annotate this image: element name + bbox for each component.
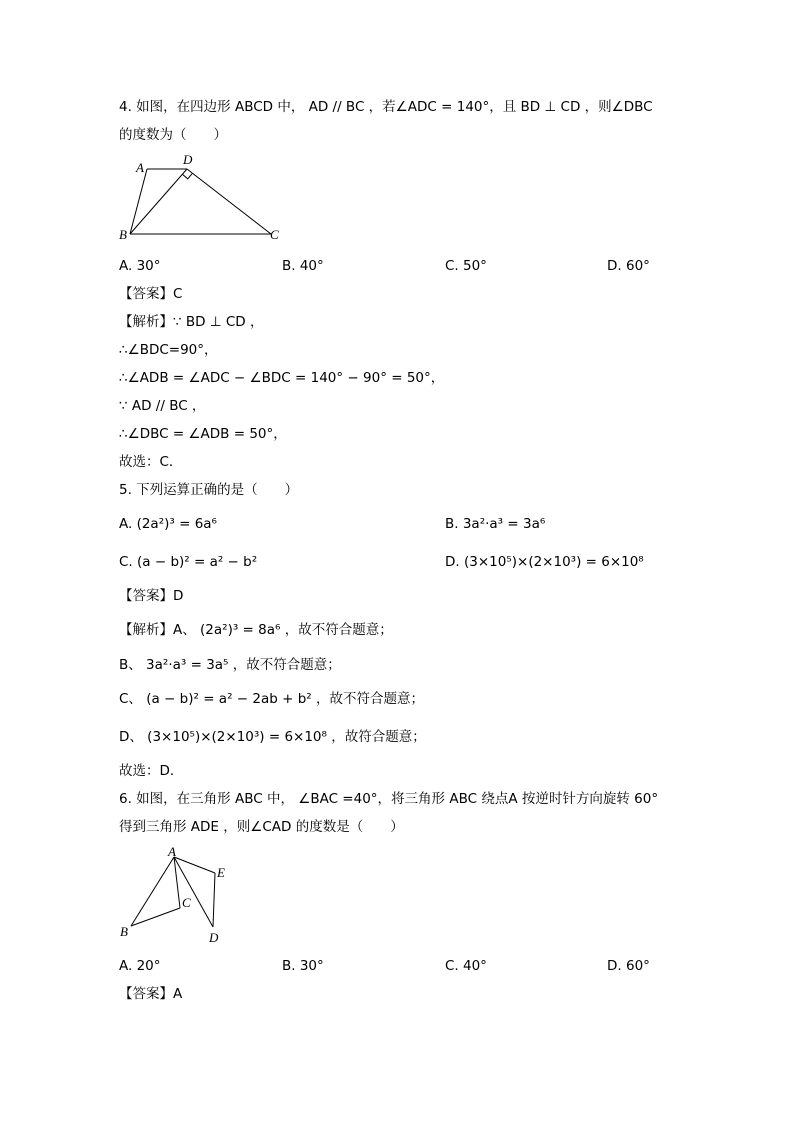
q4-answer: 【答案】C (119, 286, 183, 302)
label-A: A (136, 160, 144, 175)
label-A: A (168, 844, 176, 859)
segment-AD (174, 857, 213, 927)
q4-analysis-4: ∵ AD // BC ， (119, 398, 206, 414)
segment-AC (174, 857, 180, 908)
q4-option-d: D. 60° (607, 258, 650, 274)
q4-analysis-2: ∴∠BDC=90°， (119, 342, 218, 358)
segment-ED (213, 873, 215, 927)
q5-stem: 5. 下列运算正确的是（ ） (119, 482, 299, 498)
q5-analysis-2: B、 3a²·a³ = 3a⁵ ，故不符合题意； (119, 657, 341, 673)
label-D: D (183, 152, 193, 167)
rotation-triangle-figure (112, 843, 237, 948)
q5-option-b: B. 3a²·a³ = 3a⁶ (445, 516, 546, 532)
segment-AE (174, 857, 215, 873)
q5-analysis-3: C、 (a − b)² = a² − 2ab + b² ，故不符合题意； (119, 691, 424, 707)
label-D: D (209, 930, 219, 945)
q6-option-c: C. 40° (445, 958, 487, 974)
label-B: B (120, 924, 128, 939)
q6-option-d: D. 60° (607, 958, 650, 974)
segment-DC (187, 169, 271, 234)
q5-option-c: C. (a − b)² = a² − b² (119, 554, 258, 570)
q4-analysis-3: ∴∠ADB = ∠ADC − ∠BDC = 140° − 90° = 50°， (119, 370, 445, 386)
q5-option-a: A. (2a²)³ = 6a⁶ (119, 516, 217, 532)
segment-BC (131, 908, 180, 926)
q4-option-c: C. 50° (445, 258, 487, 274)
q6-stem-line2: 得到三角形 ADE ，则∠CAD 的度数是（ ） (119, 819, 404, 835)
label-B: B (119, 227, 127, 242)
q5-analysis-5: 故选：D． (119, 763, 184, 779)
q4-analysis-6: 故选：C． (119, 454, 183, 470)
label-C: C (182, 895, 191, 910)
q4-analysis-1: 【解析】∵ BD ⊥ CD ， (119, 314, 264, 330)
q6-option-b: B. 30° (282, 958, 324, 974)
q4-stem-line2: 的度数为（ ） (119, 127, 227, 143)
q6-stem-line1: 6. 如图，在三角形 ABC 中， ∠BAC =40°，将三角形 ABC 绕点A 按逆时针方向旋转 60° (119, 791, 659, 807)
q4-option-a: A. 30° (119, 258, 161, 274)
label-C: C (270, 227, 279, 242)
q5-option-d: D. (3×10⁵)×(2×10³) = 6×10⁸ (445, 554, 644, 570)
quadrilateral-figure (115, 150, 290, 245)
q5-analysis-1: 【解析】A、 (2a²)³ = 8a⁶ ，故不符合题意； (119, 622, 393, 638)
q4-analysis-5: ∴∠DBC = ∠ADB = 50°， (119, 426, 287, 442)
segment-AB (131, 857, 174, 926)
label-E: E (217, 865, 225, 880)
q4-option-b: B. 40° (282, 258, 324, 274)
q5-analysis-4: D、 (3×10⁵)×(2×10³) = 6×10⁸ ，故符合题意； (119, 729, 426, 745)
q6-option-a: A. 20° (119, 958, 161, 974)
q5-answer: 【答案】D (119, 588, 184, 604)
right-angle-mark (182, 173, 192, 179)
q6-answer: 【答案】A (119, 986, 183, 1002)
q4-stem-line1: 4. 如图，在四边形 ABCD 中， AD // BC ，若∠ADC = 140°，且 BD ⊥ CD ，则∠DBC (119, 99, 653, 115)
